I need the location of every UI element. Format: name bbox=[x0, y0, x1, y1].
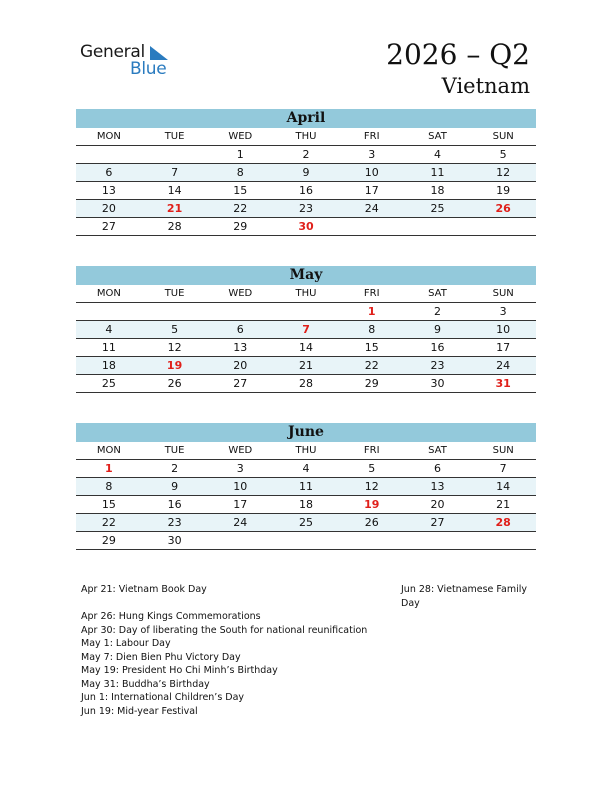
weekday-label: FRI bbox=[363, 131, 380, 142]
date-cell: 13 bbox=[233, 341, 248, 354]
month-header: May bbox=[76, 266, 536, 285]
date-cell: 2 bbox=[433, 305, 441, 318]
date-cell bbox=[339, 532, 405, 549]
country-name: Vietnam bbox=[441, 74, 530, 98]
date-cell bbox=[76, 303, 142, 320]
date-cell: 4 bbox=[302, 462, 310, 475]
date-cell: 20 bbox=[430, 498, 445, 511]
holiday-note: Apr 21: Vietnam Book Day bbox=[81, 584, 207, 595]
date-cell: 2 bbox=[171, 462, 179, 475]
date-cell: 29 bbox=[364, 377, 379, 390]
holiday-date: 7 bbox=[302, 323, 310, 336]
date-cell: 28 bbox=[299, 377, 314, 390]
date-cell: 7 bbox=[171, 166, 179, 179]
date-cell: 22 bbox=[101, 516, 116, 529]
date-cell: 6 bbox=[105, 166, 113, 179]
logo-flag-icon bbox=[150, 46, 168, 60]
date-cell: 11 bbox=[299, 480, 314, 493]
holiday-note: May 7: Dien Bien Phu Victory Day bbox=[81, 651, 241, 663]
date-cell: 9 bbox=[171, 480, 179, 493]
holiday-date: 1 bbox=[367, 305, 376, 318]
date-cell bbox=[339, 218, 405, 235]
date-cell: 3 bbox=[499, 305, 507, 318]
date-cell: 21 bbox=[299, 359, 314, 372]
date-cell: 19 bbox=[496, 184, 511, 197]
date-cell: 23 bbox=[299, 202, 314, 215]
week-row bbox=[76, 339, 536, 357]
weekday-label: TUE bbox=[164, 131, 185, 142]
week-row bbox=[76, 321, 536, 339]
date-cell: 15 bbox=[364, 341, 379, 354]
date-cell bbox=[142, 146, 208, 163]
holiday-date: 26 bbox=[495, 202, 511, 215]
weekday-label: FRI bbox=[363, 445, 380, 456]
holiday-date: 21 bbox=[166, 202, 183, 215]
date-cell: 16 bbox=[430, 341, 445, 354]
page-title: 2026 – Q2 bbox=[386, 38, 530, 71]
date-cell: 9 bbox=[302, 166, 310, 179]
date-cell: 18 bbox=[430, 184, 445, 197]
date-cell: 30 bbox=[430, 377, 445, 390]
weekday-label: MON bbox=[96, 445, 121, 456]
date-cell: 18 bbox=[101, 359, 116, 372]
date-cell: 6 bbox=[433, 462, 441, 475]
holiday-note: May 31: Buddha’s Birthday bbox=[81, 678, 210, 690]
date-cell: 12 bbox=[496, 166, 511, 179]
date-cell: 10 bbox=[233, 480, 248, 493]
date-cell bbox=[470, 218, 536, 235]
month-may bbox=[76, 266, 536, 393]
holiday-note: May 1: Labour Day bbox=[81, 638, 171, 649]
logo-text-general: General bbox=[80, 42, 145, 62]
date-cell: 8 bbox=[105, 480, 113, 493]
week-row bbox=[76, 514, 536, 532]
date-cell: 27 bbox=[101, 220, 116, 233]
holiday-date: 19 bbox=[364, 498, 380, 511]
date-cell bbox=[405, 218, 471, 235]
date-cell: 16 bbox=[299, 184, 314, 197]
date-cell bbox=[76, 146, 142, 163]
date-cell: 15 bbox=[101, 498, 116, 511]
date-cell: 23 bbox=[430, 359, 445, 372]
holiday-note: May 19: President Ho Chi Minh’s Birthday bbox=[81, 665, 278, 676]
holiday-date: 31 bbox=[495, 377, 511, 390]
holiday-note-right: Jun 28: Vietnamese Family Day bbox=[401, 584, 527, 609]
week-row bbox=[76, 182, 536, 200]
weekday-label: WED bbox=[228, 131, 253, 142]
weekday-label: FRI bbox=[363, 288, 380, 299]
week-row bbox=[76, 496, 536, 514]
date-cell: 2 bbox=[302, 148, 310, 161]
date-cell: 25 bbox=[430, 202, 445, 215]
date-cell: 17 bbox=[496, 341, 511, 354]
logo bbox=[80, 42, 180, 82]
date-cell: 20 bbox=[233, 359, 248, 372]
holiday-note: Jun 1: International Children’s Day bbox=[81, 692, 245, 703]
date-cell: 11 bbox=[430, 166, 445, 179]
weekday-label: THU bbox=[295, 131, 317, 142]
date-cell: 11 bbox=[101, 341, 116, 354]
date-cell bbox=[207, 303, 273, 320]
date-cell: 8 bbox=[368, 323, 376, 336]
date-cell: 12 bbox=[167, 341, 182, 354]
week-row bbox=[76, 532, 536, 550]
month-april bbox=[76, 109, 536, 236]
date-cell: 5 bbox=[171, 323, 179, 336]
logo-text-blue: Blue bbox=[130, 59, 167, 79]
date-cell: 4 bbox=[105, 323, 113, 336]
date-cell: 25 bbox=[299, 516, 314, 529]
date-cell: 26 bbox=[364, 516, 379, 529]
date-cell: 17 bbox=[364, 184, 379, 197]
weekday-label: TUE bbox=[164, 445, 185, 456]
date-cell: 3 bbox=[368, 148, 376, 161]
weekday-label: SAT bbox=[428, 445, 447, 456]
date-cell: 24 bbox=[233, 516, 248, 529]
holiday-note: Jun 19: Mid-year Festival bbox=[81, 705, 198, 717]
weekday-label: MON bbox=[96, 131, 121, 142]
date-cell: 18 bbox=[299, 498, 314, 511]
weekday-row bbox=[76, 128, 536, 146]
week-row bbox=[76, 460, 536, 478]
holiday-note: Apr 30: Day of liberating the South for national reunification bbox=[81, 624, 368, 636]
holiday-date: 1 bbox=[105, 462, 113, 475]
weekday-row bbox=[76, 285, 536, 303]
date-cell bbox=[273, 532, 339, 549]
date-cell: 17 bbox=[233, 498, 248, 511]
date-cell: 14 bbox=[496, 480, 511, 493]
date-cell: 22 bbox=[233, 202, 248, 215]
weekday-label: MON bbox=[96, 288, 121, 299]
date-cell: 20 bbox=[101, 202, 116, 215]
date-cell bbox=[142, 303, 208, 320]
date-cell: 10 bbox=[496, 323, 511, 336]
date-cell: 29 bbox=[101, 534, 116, 547]
week-row bbox=[76, 375, 536, 393]
date-cell: 7 bbox=[499, 462, 507, 475]
weekday-label: WED bbox=[228, 445, 253, 456]
weekday-label: THU bbox=[295, 288, 317, 299]
week-row bbox=[76, 218, 536, 236]
week-row bbox=[76, 200, 536, 218]
date-cell bbox=[273, 303, 339, 320]
month-june bbox=[76, 423, 536, 550]
holiday-list bbox=[81, 583, 367, 718]
date-cell: 23 bbox=[167, 516, 182, 529]
date-cell: 13 bbox=[101, 184, 116, 197]
date-cell bbox=[405, 532, 471, 549]
month-header: June bbox=[76, 423, 536, 442]
date-cell bbox=[470, 532, 536, 549]
week-row bbox=[76, 357, 536, 375]
holiday-note: Apr 26: Hung Kings Commemorations bbox=[81, 611, 261, 622]
date-cell: 4 bbox=[433, 148, 441, 161]
weekday-label: SUN bbox=[492, 288, 514, 299]
date-cell: 12 bbox=[364, 480, 379, 493]
holiday-date: 30 bbox=[298, 220, 314, 233]
date-cell: 29 bbox=[233, 220, 248, 233]
weekday-label: SAT bbox=[428, 131, 447, 142]
date-cell: 3 bbox=[236, 462, 244, 475]
week-row bbox=[76, 164, 536, 182]
date-cell: 14 bbox=[299, 341, 314, 354]
date-cell: 13 bbox=[430, 480, 445, 493]
date-cell bbox=[207, 532, 273, 549]
date-cell: 21 bbox=[496, 498, 511, 511]
weekday-label: THU bbox=[295, 445, 317, 456]
weekday-label: SUN bbox=[492, 445, 514, 456]
date-cell: 8 bbox=[236, 166, 244, 179]
date-cell: 5 bbox=[368, 462, 376, 475]
date-cell: 22 bbox=[364, 359, 379, 372]
date-cell: 1 bbox=[236, 148, 244, 161]
date-cell: 28 bbox=[167, 220, 182, 233]
holiday-date: 28 bbox=[495, 516, 511, 529]
weekday-label: WED bbox=[228, 288, 253, 299]
date-cell: 25 bbox=[101, 377, 116, 390]
date-cell: 9 bbox=[433, 323, 441, 336]
weekday-label: SAT bbox=[428, 288, 447, 299]
weekday-row bbox=[76, 442, 536, 460]
week-row bbox=[76, 478, 536, 496]
week-row bbox=[76, 146, 536, 164]
date-cell: 30 bbox=[167, 534, 182, 547]
date-cell: 14 bbox=[167, 184, 182, 197]
date-cell: 27 bbox=[430, 516, 445, 529]
date-cell: 27 bbox=[233, 377, 248, 390]
date-cell: 10 bbox=[364, 166, 379, 179]
date-cell: 26 bbox=[167, 377, 182, 390]
month-header: April bbox=[76, 109, 536, 128]
date-cell: 15 bbox=[233, 184, 248, 197]
weekday-label: TUE bbox=[164, 288, 185, 299]
week-row bbox=[76, 303, 536, 321]
date-cell: 24 bbox=[364, 202, 379, 215]
date-cell: 24 bbox=[496, 359, 511, 372]
date-cell: 6 bbox=[236, 323, 244, 336]
holiday-date: 19 bbox=[166, 359, 183, 372]
date-cell: 16 bbox=[167, 498, 182, 511]
weekday-label: SUN bbox=[492, 131, 514, 142]
date-cell: 5 bbox=[499, 148, 507, 161]
